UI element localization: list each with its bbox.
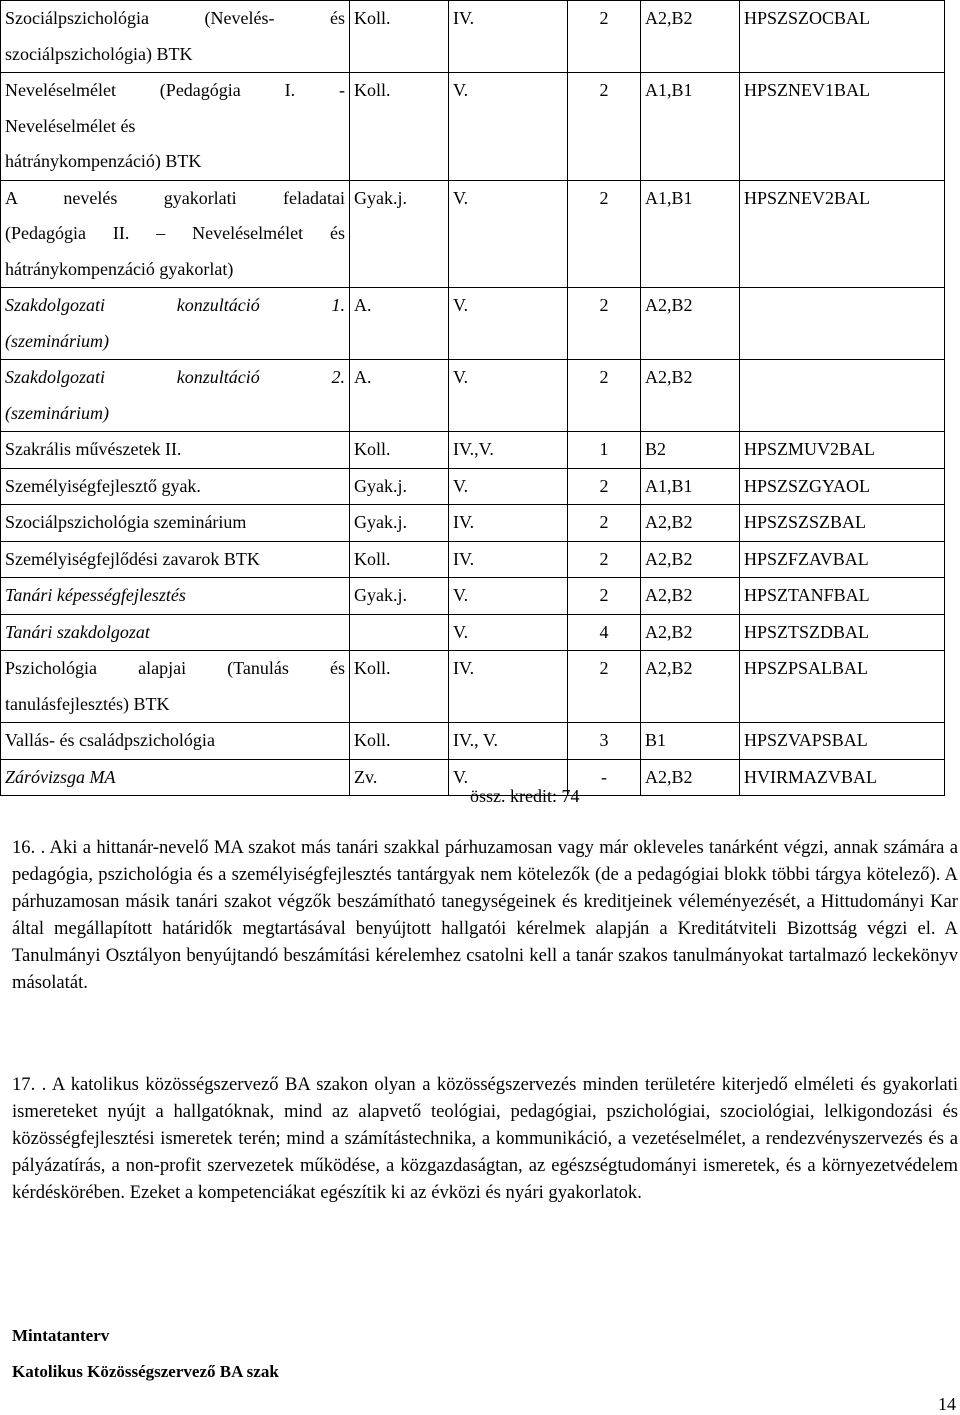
- semester-cell: V.: [449, 578, 568, 615]
- competence-cell: A2,B2: [641, 614, 740, 651]
- credit-cell: 2: [568, 468, 641, 505]
- semester-cell: V.: [449, 759, 568, 796]
- semester-cell: V.: [449, 288, 568, 360]
- course-code-cell: HPSZNEV1BAL: [740, 73, 945, 181]
- course-name-line: Vallás- és családpszichológia: [5, 730, 215, 750]
- credit-cell: 2: [568, 541, 641, 578]
- course-name-line: A nevelés gyakorlati feladatai: [5, 187, 345, 208]
- competence-cell: A2,B2: [641, 505, 740, 542]
- course-name-line: Tanári szakdolgozat: [5, 621, 150, 642]
- course-name-line: Neveléselmélet és: [5, 115, 136, 136]
- competence-cell: A2,B2: [641, 360, 740, 432]
- competence-cell: A2,B2: [641, 759, 740, 796]
- course-name-line: Záróvizsga MA: [5, 766, 116, 787]
- table-row: [1, 73, 945, 181]
- course-name-cell: [1, 723, 350, 760]
- curriculum-table-body: [1, 1, 945, 796]
- course-name-cell: [1, 578, 350, 615]
- course-name-cell: [1, 432, 350, 469]
- course-name-cell: [1, 651, 350, 723]
- course-type-cell: Koll.: [350, 541, 449, 578]
- course-name-cell: [1, 614, 350, 651]
- course-code-cell: HPSZVAPSBAL: [740, 723, 945, 760]
- credit-cell: 2: [568, 505, 641, 542]
- paragraph-17: 17. . A katolikus közösségszervező BA szakon olyan a közösségszervezés minden területére kiterjedő elméleti és gyakorlati ismereteket nyújt a hallgatóknak, mind az alapvető teológiai, pedagógiai, pszichológiai, szociológiai, lelkigondozási és közösségfejlesztési ismeretek terén; mind a számítástechnika, a kommunikáció, a vezetéselmélet, a rendezvényszervezés és a pályázatírás, a non-profit szervezetek működése, a közgazdaságtan, az egészségtudományi ismeretek, és a környezetvédelem kérdéskörében. Ezeket a kompetenciákat egészítik ki az évközi és nyári gyakorlatok.: [12, 1074, 958, 1203]
- table-row: [1, 614, 945, 651]
- course-name-line: Pszichológia alapjai (Tanulás és: [5, 658, 345, 678]
- credit-cell: 2: [568, 360, 641, 432]
- course-name-line: Személyiségfejlesztő gyak.: [5, 475, 201, 496]
- course-code-cell: HPSZFZAVBAL: [740, 541, 945, 578]
- course-name-line: Szakdolgozati konzultáció 1.: [5, 295, 345, 315]
- course-name-cell: [1, 468, 350, 505]
- course-type-cell: Koll.: [350, 651, 449, 723]
- competence-cell: A2,B2: [641, 1, 740, 73]
- credit-cell: 2: [568, 578, 641, 615]
- course-type-cell: A.: [350, 288, 449, 360]
- credit-cell: 2: [568, 1, 641, 73]
- course-name-cell: [1, 288, 350, 360]
- competence-cell: B1: [641, 723, 740, 760]
- page-number: 14: [938, 1394, 956, 1414]
- paragraph-16: 16. . Aki a hittanár-nevelő MA szakot más tanári szakkal párhuzamosan vagy már okleveles tanárként végzi, annak számára a pedagógia, pszichológia és a személyiségfejlesztés tantárgyak nem kötelezők (de a pedagógiai blokk többi tárgya kötelező). A párhuzamosan másik tanári szakot végzők beszámítható tanegységeinek és kreditjeinek véleményezését, a Hittudományi Kar által megállapított határidők megtartásával benyújtott hallgatói kérelmek alapján a Kreditátviteli Bizottság végzi el. A Tanulmányi Osztályon benyújtandó beszámítási kérelemhez csatolni kell a tanár szakos tanulmányokat tartalmazó leckekönyv másolatát.: [12, 837, 958, 993]
- table-row: [1, 723, 945, 760]
- course-name-line: Szociálpszichológia (Nevelés- és: [5, 8, 345, 28]
- course-type-cell: Gyak.j.: [350, 468, 449, 505]
- credit-cell: 1: [568, 432, 641, 469]
- table-row: [1, 360, 945, 432]
- course-name-cell: [1, 505, 350, 542]
- course-name-line: Szociálpszichológia szeminárium: [5, 512, 247, 532]
- semester-cell: IV.: [449, 1, 568, 73]
- competence-cell: A2,B2: [641, 578, 740, 615]
- semester-cell: IV.: [449, 505, 568, 542]
- semester-cell: V.: [449, 73, 568, 181]
- semester-cell: V.: [449, 614, 568, 651]
- course-name-cell: [1, 73, 350, 181]
- table-row: [1, 578, 945, 615]
- competence-cell: A2,B2: [641, 651, 740, 723]
- course-type-cell: Gyak.j.: [350, 180, 449, 288]
- course-type-cell: Koll.: [350, 1, 449, 73]
- semester-cell: V.: [449, 360, 568, 432]
- course-code-cell: HPSZSZOCBAL: [740, 1, 945, 73]
- table-row: [1, 651, 945, 723]
- course-name-line: (szeminárium): [5, 330, 109, 351]
- course-type-cell: Zv.: [350, 759, 449, 796]
- course-name-line: Tanári képességfejlesztés: [5, 585, 186, 605]
- competence-cell: A2,B2: [641, 288, 740, 360]
- course-name-line: Személyiségfejlődési zavarok BTK: [5, 548, 260, 569]
- course-code-cell: [740, 360, 945, 432]
- table-row: [1, 468, 945, 505]
- course-code-cell: [740, 288, 945, 360]
- table-row: [1, 505, 945, 542]
- course-name-line: Szakrális művészetek II.: [5, 439, 182, 459]
- course-code-cell: HPSZTANFBAL: [740, 578, 945, 615]
- competence-cell: B2: [641, 432, 740, 469]
- course-name-cell: [1, 180, 350, 288]
- credit-cell: 3: [568, 723, 641, 760]
- semester-cell: IV.: [449, 541, 568, 578]
- credit-cell: 2: [568, 180, 641, 288]
- table-row: [1, 541, 945, 578]
- semester-cell: IV.: [449, 651, 568, 723]
- course-code-cell: HVIRMAZVBAL: [740, 759, 945, 796]
- course-name-cell: [1, 360, 350, 432]
- credit-cell: 2: [568, 651, 641, 723]
- course-type-cell: A.: [350, 360, 449, 432]
- course-type-cell: Koll.: [350, 432, 449, 469]
- course-name-line: Neveléselmélet (Pedagógia I. -: [5, 80, 345, 100]
- heading-program-name: Katolikus Közösségszervező BA szak: [12, 1362, 279, 1381]
- course-name-cell: [1, 541, 350, 578]
- semester-cell: V.: [449, 468, 568, 505]
- course-code-cell: HPSZTSZDBAL: [740, 614, 945, 651]
- course-name-line: hátránykompenzáció) BTK: [5, 151, 202, 171]
- course-code-cell: HPSZSZGYAOL: [740, 468, 945, 505]
- semester-cell: IV.,V.: [449, 432, 568, 469]
- heading-mintatanterv: Mintatanterv: [12, 1326, 110, 1345]
- semester-cell: V.: [449, 180, 568, 288]
- competence-cell: A1,B1: [641, 73, 740, 181]
- course-type-cell: Koll.: [350, 73, 449, 181]
- competence-cell: A2,B2: [641, 541, 740, 578]
- course-name-line: (szeminárium): [5, 402, 109, 423]
- table-row: [1, 288, 945, 360]
- competence-cell: A1,B1: [641, 468, 740, 505]
- course-code-cell: HPSZSZSZBAL: [740, 505, 945, 542]
- course-name-cell: [1, 759, 350, 796]
- course-type-cell: [350, 614, 449, 651]
- course-code-cell: HPSZMUV2BAL: [740, 432, 945, 469]
- course-code-cell: HPSZPSALBAL: [740, 651, 945, 723]
- total-credits: össz. kredit: 74: [470, 786, 580, 806]
- table-row: [1, 432, 945, 469]
- course-type-cell: Gyak.j.: [350, 505, 449, 542]
- competence-cell: A1,B1: [641, 180, 740, 288]
- course-name-line: szociálpszichológia) BTK: [5, 43, 193, 64]
- credit-cell: -: [568, 759, 641, 796]
- course-code-cell: HPSZNEV2BAL: [740, 180, 945, 288]
- credit-cell: 4: [568, 614, 641, 651]
- table-row: [1, 180, 945, 288]
- course-name-line: tanulásfejlesztés) BTK: [5, 693, 170, 714]
- table-row: [1, 1, 945, 73]
- semester-cell: IV., V.: [449, 723, 568, 760]
- course-name-cell: [1, 1, 350, 73]
- course-type-cell: Gyak.j.: [350, 578, 449, 615]
- course-name-line: (Pedagógia II. – Neveléselmélet és: [5, 223, 345, 243]
- course-type-cell: Koll.: [350, 723, 449, 760]
- credit-cell: 2: [568, 288, 641, 360]
- course-name-line: Szakdolgozati konzultáció 2.: [5, 367, 345, 387]
- course-name-line: hátránykompenzáció gyakorlat): [5, 258, 234, 279]
- credit-cell: 2: [568, 73, 641, 181]
